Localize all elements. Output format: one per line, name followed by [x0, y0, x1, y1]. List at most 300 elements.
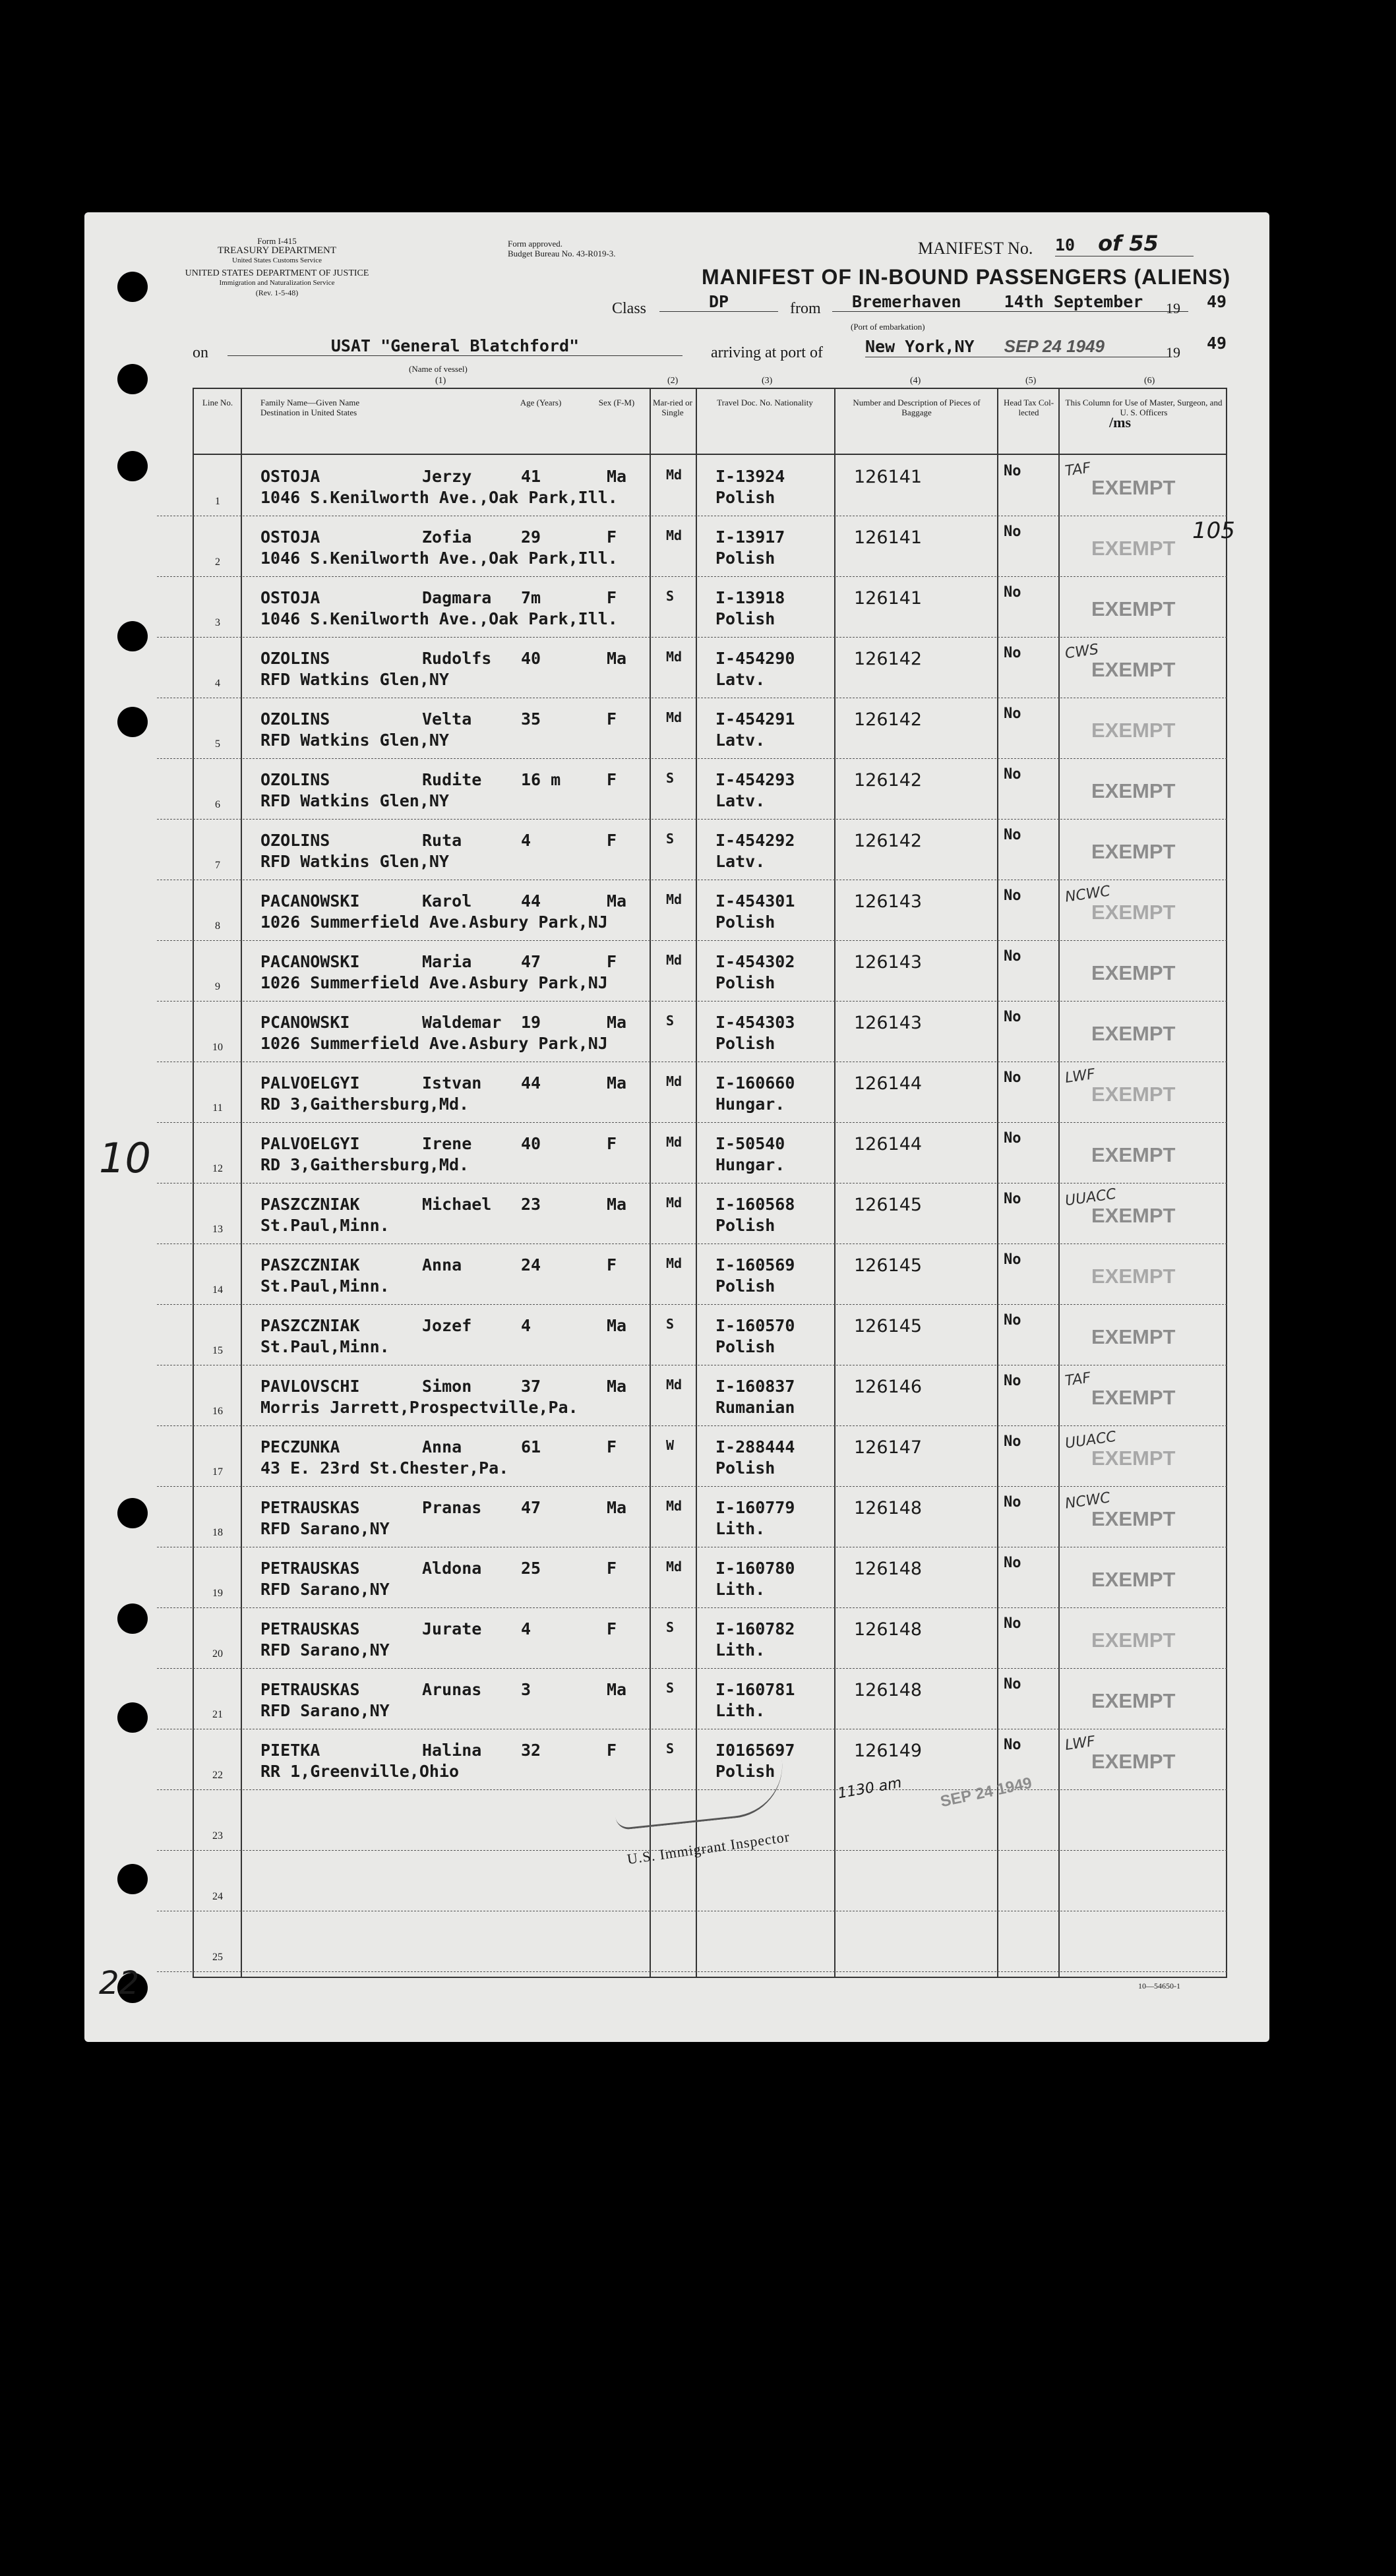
year2-prefix: 19: [1166, 344, 1180, 361]
marital-status: Md: [666, 467, 683, 483]
line-number: 17: [212, 1466, 223, 1478]
punch-hole: [117, 621, 148, 651]
footer-code: 10—54650-1: [1138, 1981, 1180, 1991]
family-name: PACANOWSKI: [260, 952, 360, 971]
destination: 1026 Summerfield Ave.Asbury Park,NJ: [260, 1034, 608, 1053]
destination: St.Paul,Minn.: [260, 1216, 390, 1235]
from-label: from: [790, 300, 821, 317]
baggage-number: 126143: [854, 952, 923, 973]
nationality: Hungar.: [715, 1155, 785, 1174]
line-number: 6: [215, 799, 220, 810]
header-rule: [193, 454, 1227, 455]
destination: RFD Sarano,NY: [260, 1519, 390, 1538]
marital-status: Md: [666, 1134, 683, 1150]
family-name: PETRAUSKAS: [260, 1619, 360, 1638]
travel-doc-number: I-454302: [715, 952, 795, 971]
travel-doc-number: I-50540: [715, 1134, 785, 1153]
exempt-stamp: EXEMPT: [1091, 597, 1176, 620]
col-number-3: (3): [762, 376, 773, 386]
on-label: on: [193, 344, 208, 361]
port-value: New York,NY: [865, 337, 975, 356]
col-number-4: (4): [910, 376, 921, 386]
family-name: PCANOWSKI: [260, 1013, 350, 1032]
manifest-no-field: [1055, 231, 1194, 256]
head-tax: No: [1004, 524, 1021, 540]
nationality: Rumanian: [715, 1398, 795, 1417]
manifest-no-value: 10: [1055, 235, 1076, 255]
age: 47: [521, 952, 541, 971]
travel-doc-number: I-13924: [715, 467, 785, 486]
family-name: PETRAUSKAS: [260, 1498, 360, 1517]
agency-note: LWF: [1064, 1065, 1097, 1087]
nationality: Lith.: [715, 1640, 766, 1660]
given-name: Anna: [422, 1255, 462, 1274]
baggage-number: 126148: [854, 1559, 923, 1579]
year-prefix: 19: [1166, 300, 1180, 316]
age: 25: [521, 1559, 541, 1578]
destination: RFD Sarano,NY: [260, 1640, 390, 1660]
punch-hole: [117, 707, 148, 737]
baggage-number: 126143: [854, 891, 923, 912]
col-header-name: [260, 398, 359, 417]
baggage-number: 126144: [854, 1073, 923, 1094]
head-tax: No: [1004, 1737, 1021, 1753]
sex: F: [607, 831, 617, 850]
head-tax: No: [1004, 1009, 1021, 1025]
nationality: Polish: [715, 549, 775, 568]
baggage-number: 126148: [854, 1619, 923, 1640]
age: 4: [521, 831, 531, 850]
nationality: Polish: [715, 1458, 775, 1478]
age: 61: [521, 1437, 541, 1456]
marital-status: S: [666, 1316, 675, 1332]
family-name: PECZUNKA: [260, 1437, 340, 1456]
nationality: Polish: [715, 913, 775, 932]
line-number: 23: [212, 1830, 223, 1842]
destination: RFD Watkins Glen,NY: [260, 791, 449, 810]
line-number: 15: [212, 1345, 223, 1356]
nationality: Polish: [715, 488, 775, 507]
exempt-stamp: EXEMPT: [1091, 1143, 1176, 1166]
punch-hole: [117, 451, 148, 481]
ins-name: Immigration and Naturalization Service: [219, 279, 335, 287]
destination: 1026 Summerfield Ave.Asbury Park,NJ: [260, 913, 608, 932]
dept-name: TREASURY DEPARTMENT: [217, 245, 337, 256]
officers-initials: /ms: [1109, 414, 1131, 431]
baggage-number: 126148: [854, 1680, 923, 1700]
agency-note: LWF: [1064, 1733, 1097, 1754]
punch-hole: [117, 1603, 148, 1634]
col-number-6: (6): [1144, 376, 1155, 386]
given-name: Velta: [422, 709, 472, 729]
family-name: OSTOJA: [260, 588, 320, 607]
age: 4: [521, 1619, 531, 1638]
marital-status: Md: [666, 1559, 683, 1574]
marital-status: Md: [666, 649, 683, 665]
travel-doc-number: I-454301: [715, 891, 795, 911]
customs-name: United States Customs Service: [232, 256, 322, 264]
row-rule: [157, 1486, 1227, 1487]
destination: RFD Watkins Glen,NY: [260, 670, 449, 689]
head-tax: No: [1004, 766, 1021, 783]
port-field: [865, 336, 1168, 357]
punch-hole: [117, 272, 148, 302]
line-number: 22: [212, 1770, 223, 1781]
family-name: PACANOWSKI: [260, 891, 360, 911]
age: 29: [521, 527, 541, 547]
exempt-stamp: EXEMPT: [1091, 1750, 1176, 1773]
age: 44: [521, 1073, 541, 1093]
nationality: Polish: [715, 609, 775, 628]
age: 23: [521, 1195, 541, 1214]
marital-status: W: [666, 1437, 675, 1453]
given-name: Istvan: [422, 1073, 482, 1093]
punch-hole: [117, 1702, 148, 1733]
line-number: 21: [212, 1709, 223, 1720]
sex: Ma: [607, 891, 627, 911]
line-number: 13: [212, 1224, 223, 1235]
baggage-number: 126145: [854, 1316, 923, 1336]
vessel-caption: (Name of vessel): [409, 364, 468, 374]
destination: 1046 S.Kenilworth Ave.,Oak Park,Ill.: [260, 549, 618, 568]
exempt-stamp: EXEMPT: [1091, 1447, 1176, 1470]
age: 7m: [521, 588, 541, 607]
nationality: Lith.: [715, 1580, 766, 1599]
line-number: 11: [212, 1102, 223, 1114]
head-tax: No: [1004, 1373, 1021, 1389]
head-tax: No: [1004, 1433, 1021, 1450]
agency-note: NCWC: [1064, 883, 1112, 906]
head-tax: No: [1004, 827, 1021, 843]
travel-doc-number: I-160570: [715, 1316, 795, 1335]
nationality: Latv.: [715, 852, 766, 871]
age: 37: [521, 1377, 541, 1396]
inspector-label: U.S. Immigrant Inspector: [626, 1828, 791, 1868]
destination: RD 3,Gaithersburg,Md.: [260, 1094, 470, 1114]
nationality: Latv.: [715, 670, 766, 689]
col-divider: [650, 389, 651, 1978]
marital-status: Md: [666, 1255, 683, 1271]
given-name: Ruta: [422, 831, 462, 850]
nationality: Lith.: [715, 1519, 766, 1538]
age: 32: [521, 1741, 541, 1760]
travel-doc-number: I-160837: [715, 1377, 795, 1396]
sex: Ma: [607, 1498, 627, 1517]
travel-doc-number: I-160779: [715, 1498, 795, 1517]
sex: F: [607, 1437, 617, 1456]
row-rule: [157, 1122, 1227, 1123]
family-name: PASZCZNIAK: [260, 1195, 360, 1214]
head-tax: No: [1004, 948, 1021, 965]
family-name: OZOLINS: [260, 770, 330, 789]
age: 47: [521, 1498, 541, 1517]
arriving-label: arriving at port of: [711, 344, 823, 361]
punch-hole: [117, 1498, 148, 1528]
embark-caption: (Port of embarkation): [851, 322, 925, 332]
given-name: Waldemar: [422, 1013, 502, 1032]
sex: F: [607, 1559, 617, 1578]
col-divider: [834, 389, 835, 1978]
given-name: Pranas: [422, 1498, 482, 1517]
destination: 43 E. 23rd St.Chester,Pa.: [260, 1458, 509, 1478]
travel-doc-number: I-160780: [715, 1559, 795, 1578]
head-tax: No: [1004, 1069, 1021, 1086]
sex: F: [607, 1741, 617, 1760]
family-name: PETRAUSKAS: [260, 1680, 360, 1699]
baggage-number: 126142: [854, 649, 923, 669]
head-tax: No: [1004, 1191, 1021, 1207]
travel-doc-number: I-454291: [715, 709, 795, 729]
given-name: Jozef: [422, 1316, 472, 1335]
head-tax: No: [1004, 645, 1021, 661]
nationality: Polish: [715, 1337, 775, 1356]
line-number: 18: [212, 1527, 223, 1538]
line-number: 20: [212, 1648, 223, 1660]
punch-hole: [117, 1864, 148, 1894]
family-name: OSTOJA: [260, 467, 320, 486]
exempt-stamp: EXEMPT: [1091, 1022, 1176, 1045]
col-header-married: Mar-ried or Single: [652, 398, 693, 417]
baggage-number: 126141: [854, 588, 923, 609]
head-tax: No: [1004, 1130, 1021, 1147]
travel-doc-number: I-160782: [715, 1619, 795, 1638]
destination: RFD Watkins Glen,NY: [260, 852, 449, 871]
destination: Morris Jarrett,Prospectville,Pa.: [260, 1398, 578, 1417]
sex: Ma: [607, 1680, 627, 1699]
marital-status: S: [666, 831, 675, 847]
col-header-sex: Sex (F-M): [598, 398, 635, 407]
exempt-stamp: EXEMPT: [1091, 961, 1176, 984]
travel-doc-number: I-454290: [715, 649, 795, 668]
destination: St.Paul,Minn.: [260, 1276, 390, 1296]
exempt-stamp: EXEMPT: [1091, 1507, 1176, 1530]
baggage-number: 126142: [854, 831, 923, 851]
col-header-officers-text: This Column for Use of Master, Surgeon, and U. S. Officers: [1065, 398, 1223, 417]
col-divider: [241, 389, 242, 1978]
col-number-2: (2): [667, 376, 679, 386]
sex: F: [607, 770, 617, 789]
marital-status: S: [666, 1741, 675, 1756]
age: 24: [521, 1255, 541, 1274]
sex: Ma: [607, 467, 627, 486]
baggage-number: 126148: [854, 1498, 923, 1518]
marital-status: Md: [666, 952, 683, 968]
marital-status: Md: [666, 1195, 683, 1211]
row-rule: [157, 1668, 1227, 1669]
line-number: 9: [215, 981, 220, 992]
line-number: 5: [215, 738, 220, 750]
family-name: PASZCZNIAK: [260, 1255, 360, 1274]
exempt-stamp: EXEMPT: [1091, 1325, 1176, 1348]
exempt-stamp: EXEMPT: [1091, 1386, 1176, 1409]
head-tax: No: [1004, 584, 1021, 601]
head-tax: No: [1004, 1615, 1021, 1632]
exempt-stamp: EXEMPT: [1091, 476, 1176, 499]
approval-text: Form approved.: [508, 239, 563, 249]
baggage-number: 126142: [854, 709, 923, 730]
sex: Ma: [607, 1377, 627, 1396]
col-divider: [1058, 389, 1060, 1978]
destination: RD 3,Gaithersburg,Md.: [260, 1155, 470, 1174]
col-divider: [997, 389, 998, 1978]
exempt-stamp: EXEMPT: [1091, 1568, 1176, 1591]
travel-doc-number: I-160569: [715, 1255, 795, 1274]
given-name: Anna: [422, 1437, 462, 1456]
nationality: Latv.: [715, 791, 766, 810]
agency-note: TAF: [1064, 1369, 1092, 1390]
line-number: 8: [215, 920, 220, 932]
marital-status: S: [666, 1619, 675, 1635]
col-header-line: Line No.: [202, 398, 233, 407]
col-header-baggage: Number and Description of Pieces of Baggage: [853, 398, 981, 417]
col-header-age: Age (Years): [520, 398, 562, 407]
travel-doc-number: I-160781: [715, 1680, 795, 1699]
exempt-stamp: EXEMPT: [1091, 901, 1176, 924]
page-number: 105: [1192, 518, 1235, 544]
family-name: PETRAUSKAS: [260, 1559, 360, 1578]
nationality: Polish: [715, 973, 775, 992]
margin-number: 10: [99, 1134, 151, 1182]
line-number: 16: [212, 1406, 223, 1417]
given-name: Arunas: [422, 1680, 482, 1699]
travel-doc-number: I-160660: [715, 1073, 795, 1093]
col-header-head-tax: Head Tax Col-lected: [1003, 398, 1054, 417]
nationality: Hungar.: [715, 1094, 785, 1114]
row-rule: [157, 1243, 1227, 1244]
baggage-number: 126145: [854, 1255, 923, 1276]
age: 44: [521, 891, 541, 911]
head-tax: No: [1004, 887, 1021, 904]
head-tax: No: [1004, 1676, 1021, 1692]
agency-note: NCWC: [1064, 1489, 1112, 1513]
given-name: Halina: [422, 1741, 482, 1760]
punch-hole: [117, 364, 148, 394]
age: 19: [521, 1013, 541, 1032]
sex: F: [607, 588, 617, 607]
marital-status: Md: [666, 709, 683, 725]
exempt-stamp: EXEMPT: [1091, 537, 1176, 560]
line-number: 7: [215, 860, 220, 871]
manifest-no-label: MANIFEST No.: [918, 239, 1033, 258]
travel-doc-number: I-454293: [715, 770, 795, 789]
nationality: Lith.: [715, 1701, 766, 1720]
col-header-officers: [1063, 398, 1225, 431]
agency-note: UUACC: [1064, 1185, 1118, 1210]
given-name: Dagmara: [422, 588, 492, 607]
justice-name: UNITED STATES DEPARTMENT OF JUSTICE: [185, 268, 369, 278]
corner-number: 22: [99, 1965, 140, 2002]
exempt-stamp: EXEMPT: [1091, 1083, 1176, 1106]
age: 35: [521, 709, 541, 729]
given-name: Karol: [422, 891, 472, 911]
agency-note: CWS: [1064, 641, 1100, 663]
exempt-stamp: EXEMPT: [1091, 1204, 1176, 1227]
vessel-name: USAT "General Blatchford": [228, 336, 683, 356]
line-number: 24: [212, 1891, 223, 1902]
given-name: Irene: [422, 1134, 472, 1153]
given-name: Aldona: [422, 1559, 482, 1578]
marital-status: S: [666, 1013, 675, 1029]
family-name: OZOLINS: [260, 709, 330, 729]
form-number: Form I-415: [257, 236, 297, 246]
destination: St.Paul,Minn.: [260, 1337, 390, 1356]
head-tax: No: [1004, 1251, 1021, 1268]
travel-doc-number: I-160568: [715, 1195, 795, 1214]
given-name: Maria: [422, 952, 472, 971]
row-rule: [157, 819, 1227, 820]
line-number: 1: [215, 496, 220, 507]
age: 41: [521, 467, 541, 486]
sex: F: [607, 1255, 617, 1274]
baggage-number: 126141: [854, 467, 923, 487]
row-rule: [157, 1607, 1227, 1608]
baggage-number: 126146: [854, 1377, 923, 1397]
baggage-number: 126147: [854, 1437, 923, 1458]
travel-doc-number: I-454292: [715, 831, 795, 850]
age: 40: [521, 649, 541, 668]
manifest-of-value: of 55: [1098, 231, 1159, 256]
sex: Ma: [607, 1013, 627, 1032]
travel-doc-number: I0165697: [715, 1741, 795, 1760]
row-rule: [157, 1001, 1227, 1002]
line-number: 10: [212, 1042, 223, 1053]
marital-status: Md: [666, 527, 683, 543]
form-revision: (Rev. 1-5-48): [255, 288, 299, 297]
sex: F: [607, 952, 617, 971]
row-rule: [157, 576, 1227, 577]
family-name: PALVOELGYI: [260, 1134, 360, 1153]
destination: 1026 Summerfield Ave.Asbury Park,NJ: [260, 973, 608, 992]
col-header-destination: Destination in United States: [260, 407, 357, 417]
col-number-1: (1): [435, 376, 446, 386]
sex: Ma: [607, 1195, 627, 1214]
sex: F: [607, 1619, 617, 1638]
sex: Ma: [607, 1316, 627, 1335]
age: 16 m: [521, 770, 561, 789]
row-rule: [157, 940, 1227, 941]
family-name: PIETKA: [260, 1741, 320, 1760]
class-value: DP: [659, 292, 778, 312]
age: 4: [521, 1316, 531, 1335]
family-name: PASZCZNIAK: [260, 1316, 360, 1335]
row-rule: [157, 637, 1227, 638]
head-tax: No: [1004, 1494, 1021, 1511]
head-tax: No: [1004, 1312, 1021, 1329]
inspector-time-note: 1130 am: [836, 1774, 903, 1803]
line-number: 12: [212, 1163, 223, 1174]
marital-status: S: [666, 770, 675, 786]
row-rule: [157, 1971, 1227, 1972]
line-number: 4: [215, 678, 220, 689]
exempt-stamp: EXEMPT: [1091, 1689, 1176, 1712]
given-name: Rudolfs: [422, 649, 492, 668]
row-rule: [157, 1304, 1227, 1305]
given-name: Rudite: [422, 770, 482, 789]
line-number: 19: [212, 1588, 223, 1599]
date-value: 14th September: [1004, 292, 1143, 311]
baggage-number: 126149: [854, 1741, 923, 1761]
inspector-date-stamp: SEP 24 1949: [938, 1774, 1034, 1811]
exempt-stamp: EXEMPT: [1091, 719, 1176, 742]
col-divider: [696, 389, 697, 1978]
sex: F: [607, 527, 617, 547]
given-name: Jerzy: [422, 467, 472, 486]
family-name: OZOLINS: [260, 831, 330, 850]
row-rule: [157, 1425, 1227, 1426]
marital-status: S: [666, 588, 675, 604]
from-value: Bremerhaven: [852, 292, 961, 311]
travel-doc-number: I-13917: [715, 527, 785, 547]
